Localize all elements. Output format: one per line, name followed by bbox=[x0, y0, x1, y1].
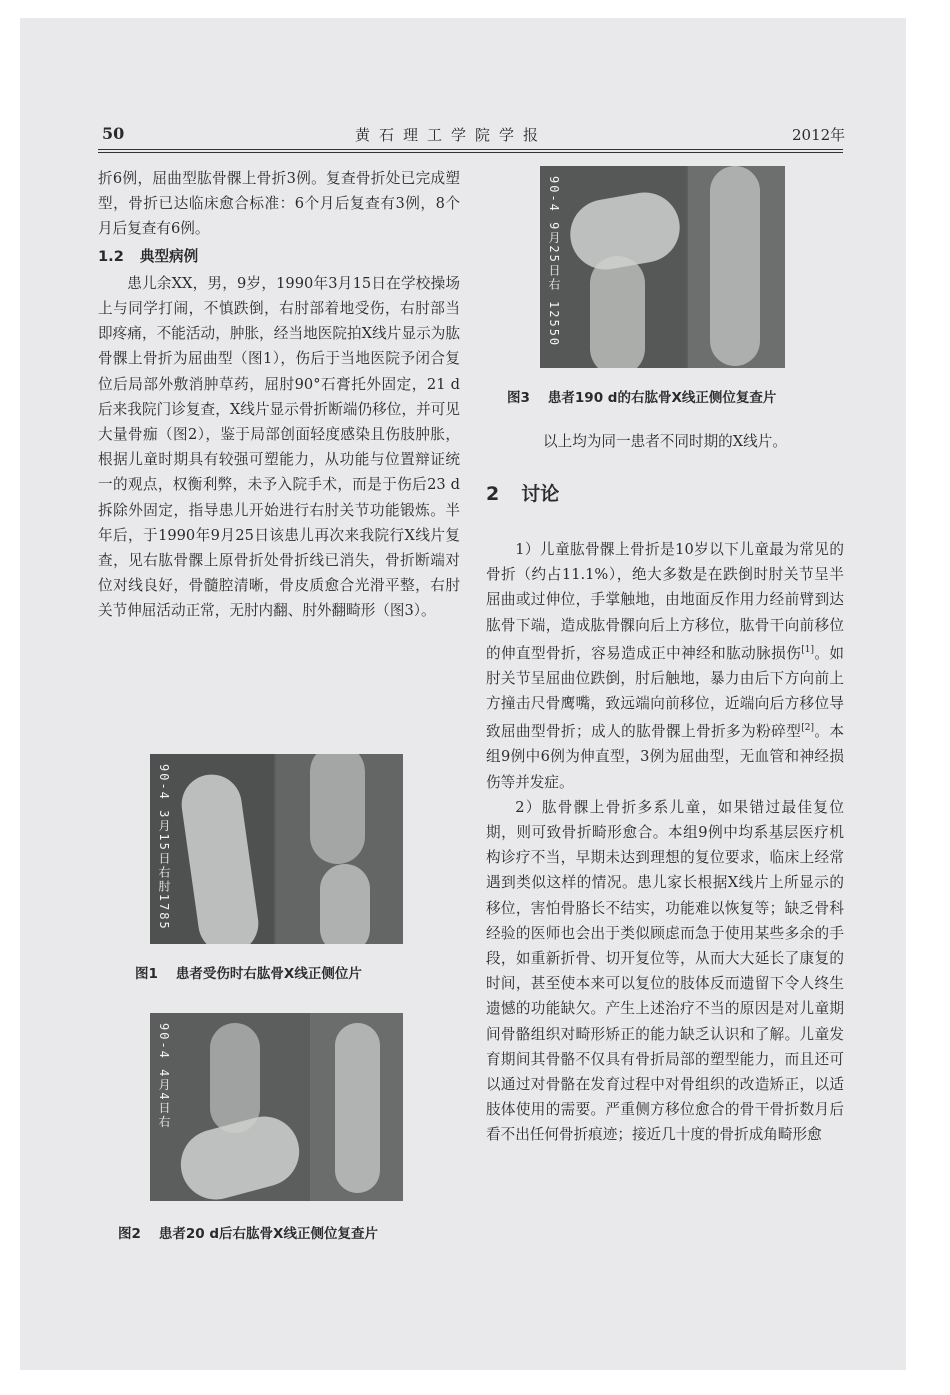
citation-1: [1] bbox=[801, 644, 814, 655]
discussion-p1-text: 1）儿童肱骨髁上骨折是10岁以下儿童最为常见的骨折（约占11.1%），绝大多数是在跌倒时肘关节呈半屈曲或过伸位，手掌触地，由地面反作用力经前臂到达肱骨下端，造成肱骨髁向后上方移位，肱骨干向前移位的伸直型骨折，容易造成正中神经和肱动脉损伤 bbox=[486, 541, 844, 662]
section-1-2-title: 典型病例 bbox=[139, 247, 199, 265]
figures-note: 以上均为同一患者不同时期的X线片。 bbox=[543, 433, 787, 450]
citation-2: [2] bbox=[801, 723, 814, 734]
figure-2-xray bbox=[150, 1013, 403, 1201]
section-1-2-number: 1.2 bbox=[98, 247, 124, 265]
figure-1-label: 图1 bbox=[135, 966, 158, 982]
figure-1-caption-text: 患者受伤时右肱骨X线正侧位片 bbox=[175, 966, 362, 982]
discussion-p1c-text: 。本组9例中6例为伸直型，3例为屈曲型，无血管和神经损伤等并发症。 bbox=[486, 723, 844, 791]
journal-year: 2012年 bbox=[792, 126, 846, 144]
figure-3-label: 图3 bbox=[507, 390, 530, 406]
figure-3-stamp: 90-4 9月25日右 12550 bbox=[547, 176, 561, 348]
discussion-paragraph-2: 2）肱骨髁上骨折多系儿童，如果错过最佳复位期，则可致骨折畸形愈合。本组9例中均系基层医疗机构诊疗不当，早期未达到理想的复位要求，临床上经常遇到类似这样的情况。患儿家长根据X线片上所显示的移位，害怕骨胳长不结实，功能难以恢复等；缺乏骨科经验的医师也会出于类似顾虑而急于使用某些多余的手段，如重新折骨、切开复位等，从而大大延长了康复的时间，甚至使本来可以复位的肢体反而遗留下令人终生遗憾的功能缺欠。产生上述治疗不当的原因是对儿童期间骨骼组织对畸形矫正的能力缺乏认识和了解。儿童发育期间其骨骼不仅具有骨折局部的塑型能力，而且还可以通过对骨骼在发育过程中对骨组织的改造矫正，以适肢体使用的需要。严重侧方移位愈合的骨干骨折数月后看不出任何骨折痕迹；接近几十度的骨折成角畸形愈 bbox=[486, 798, 844, 1144]
page-number: 50 bbox=[102, 124, 125, 143]
header-rule-2 bbox=[98, 152, 843, 153]
left-paragraph-1: 折6例，屈曲型肱骨髁上骨折3例。复查骨折处已完成塑型，骨折已达临床愈合标准：6个月后复查有3例，8个月后复查有6例。 bbox=[98, 170, 460, 238]
right-column bbox=[486, 537, 844, 1148]
figure-3-caption bbox=[507, 386, 776, 406]
figure-2-label: 图2 bbox=[118, 1226, 141, 1242]
discussion-paragraph-1 bbox=[486, 537, 844, 795]
discussion-p1b-text: 。如肘关节呈屈曲位跌倒，肘后触地，暴力由后下方向前上方撞击尺骨鹰嘴，致远端向前移位，近端向后方移位导致屈曲型骨折；成人的肱骨髁上骨折多为粉碎型 bbox=[486, 644, 844, 741]
section-2-number: 2 bbox=[486, 483, 500, 505]
figure-3-xray bbox=[540, 166, 785, 368]
figure-1-caption bbox=[135, 962, 362, 982]
figure-2-caption-text: 患者20 d后右肱骨X线正侧位复查片 bbox=[158, 1226, 378, 1242]
header-rule bbox=[98, 149, 843, 150]
journal-title: 黄石理工学院学报 bbox=[355, 126, 548, 144]
figure-1-xray bbox=[150, 754, 403, 944]
figure-3-caption-text: 患者190 d的右肱骨X线正侧位复查片 bbox=[547, 390, 777, 406]
figure-2-caption bbox=[118, 1222, 378, 1242]
figure-1-stamp: 90-4 3月15日右肘1785 bbox=[157, 764, 171, 931]
section-2-title: 讨论 bbox=[521, 483, 560, 505]
left-column bbox=[98, 166, 460, 624]
section-1-2-heading bbox=[98, 244, 460, 269]
case-paragraph: 患儿余XX，男，9岁，1990年3月15日在学校操场上与同学打闹，不慎跌倒，右肘部着地受伤，右肘部当即疼痛，不能活动，肿胀，经当地医院拍X线片显示为肱骨髁上骨折为屈曲型（图1），伤后于当地医院予闭合复位后局部外敷消肿草药，屈肘90°石膏托外固定，21 d后来我院门诊复查，X线片显示骨折断端仍移位，并可见大量骨痂（图2），鉴于局部创面轻度感染且伤肢肿胀，根据儿童时期具有较强可塑能力，从功能与位置辩证统一的观点，权衡利弊，未予入院手术，而是于伤后23 d拆除外固定，指导患儿开始进行右肘关节功能锻炼。半年后，于1990年9月25日该患儿再次来我院行X线片复查，见右肱骨髁上原骨折处骨折线已消失，骨折断端对位对线良好，骨髓腔清晰，骨皮质愈合光滑平整，右肘关节伸屈活动正常，无肘内翻、肘外翻畸形（图3）。 bbox=[98, 274, 460, 620]
figure-2-stamp: 90-4 4月4日右 bbox=[157, 1023, 171, 1130]
section-2-heading bbox=[486, 479, 559, 506]
